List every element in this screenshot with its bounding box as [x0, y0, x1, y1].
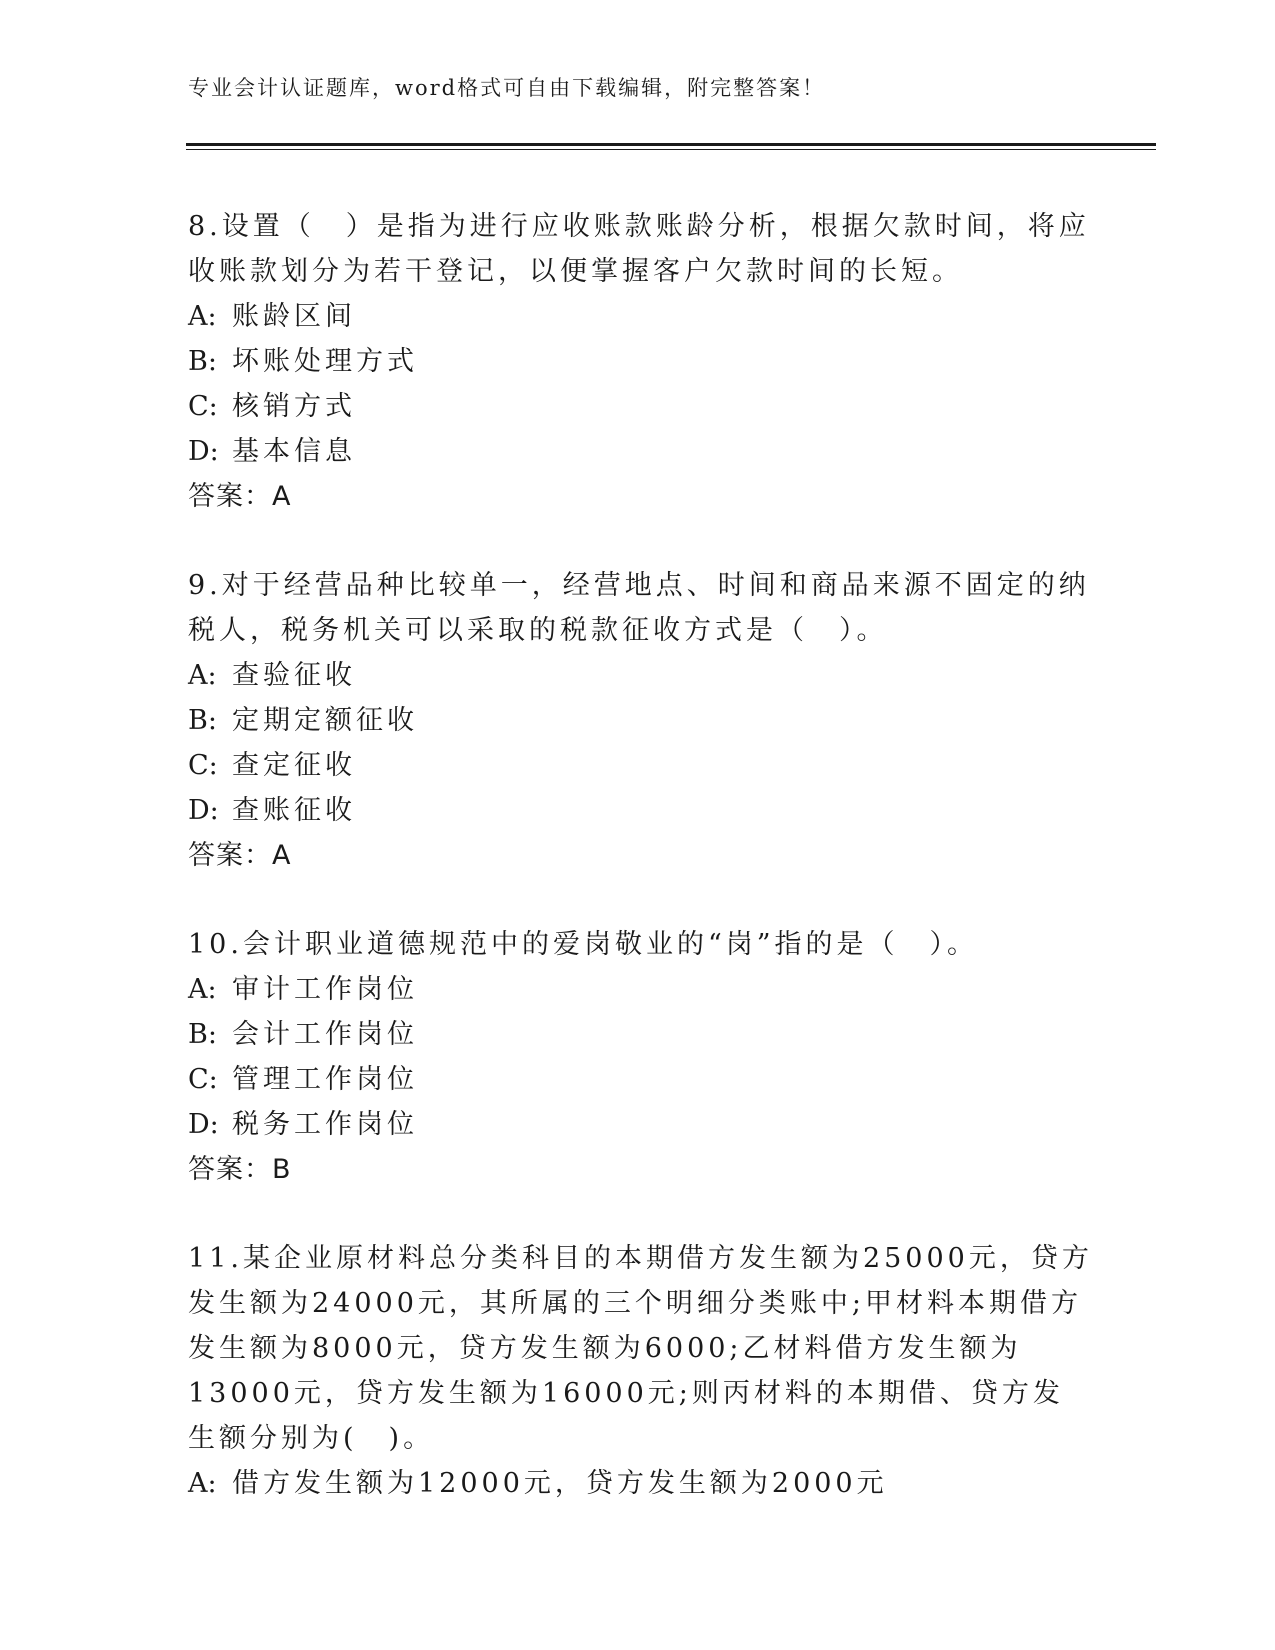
answer-line: 答案：B [188, 1154, 292, 1185]
option-letter: D: [188, 1109, 219, 1140]
question-spacer [188, 1192, 1093, 1236]
page-header: 专业会计认证题库，word格式可自由下载编辑，附完整答案！ [188, 76, 826, 100]
question-stem: 9.对于经营品种比较单一，经营地点、时间和商品来源不固定的纳税人，税务机关可以采取的税款征收方式是（ ）。 [188, 570, 1090, 646]
option-letter: D: [188, 436, 219, 467]
option-b [188, 339, 1093, 384]
option-text: 坏账处理方式 [232, 346, 418, 377]
option-text: 定期定额征收 [232, 705, 418, 736]
option-letter: A: [188, 1468, 217, 1499]
option-text: 查定征收 [232, 750, 356, 781]
question-9 [188, 563, 1093, 878]
answer-line: 答案：A [188, 840, 292, 871]
option-c [188, 1057, 1093, 1102]
option-letter: C: [188, 1064, 218, 1095]
question-stem: 8.设置（ ）是指为进行应收账款账龄分析，根据欠款时间，将应收账款划分为若干登记，以便掌握客户欠款时间的长短。 [188, 211, 1090, 287]
option-letter: B: [188, 346, 217, 377]
option-text: 查验征收 [232, 660, 356, 691]
option-text: 审计工作岗位 [232, 974, 418, 1005]
question-stem: 10.会计职业道德规范中的爱岗敬业的“岗”指的是（ ）。 [188, 929, 979, 960]
option-b [188, 698, 1093, 743]
option-c [188, 384, 1093, 429]
question-spacer [188, 878, 1093, 922]
header-divider [186, 143, 1156, 150]
question-8 [188, 204, 1093, 519]
option-d [188, 788, 1093, 833]
option-letter: C: [188, 750, 218, 781]
option-text: 借方发生额为12000元，贷方发生额为2000元 [232, 1468, 888, 1499]
option-letter: B: [188, 705, 217, 736]
answer-line: 答案：A [188, 481, 292, 512]
option-text: 账龄区间 [232, 301, 356, 332]
option-letter: C: [188, 391, 218, 422]
option-d [188, 1102, 1093, 1147]
option-text: 基本信息 [232, 436, 356, 467]
option-letter: A: [188, 301, 217, 332]
option-text: 会计工作岗位 [232, 1019, 418, 1050]
option-letter: D: [188, 795, 219, 826]
option-letter: B: [188, 1019, 217, 1050]
option-text: 税务工作岗位 [232, 1109, 418, 1140]
question-spacer [188, 519, 1093, 563]
option-d [188, 429, 1093, 474]
option-text: 核销方式 [232, 391, 356, 422]
option-c [188, 743, 1093, 788]
question-11 [188, 1236, 1093, 1506]
option-text: 查账征收 [232, 795, 356, 826]
option-a [188, 1461, 1093, 1506]
option-a [188, 653, 1093, 698]
option-letter: A: [188, 974, 217, 1005]
option-a [188, 967, 1093, 1012]
option-text: 管理工作岗位 [232, 1064, 418, 1095]
question-list [188, 204, 1093, 1506]
question-stem: 11.某企业原材料总分类科目的本期借方发生额为25000元，贷方发生额为24000元，其所属的三个明细分类账中;甲材料本期借方发生额为8000元，贷方发生额为6000;乙材料借方发生额为13000元，贷方发生额为16000元;则丙材料的本期借、贷方发生额分别为( )。 [188, 1243, 1093, 1454]
option-letter: A: [188, 660, 217, 691]
option-a [188, 294, 1093, 339]
question-10 [188, 922, 1093, 1192]
option-b [188, 1012, 1093, 1057]
